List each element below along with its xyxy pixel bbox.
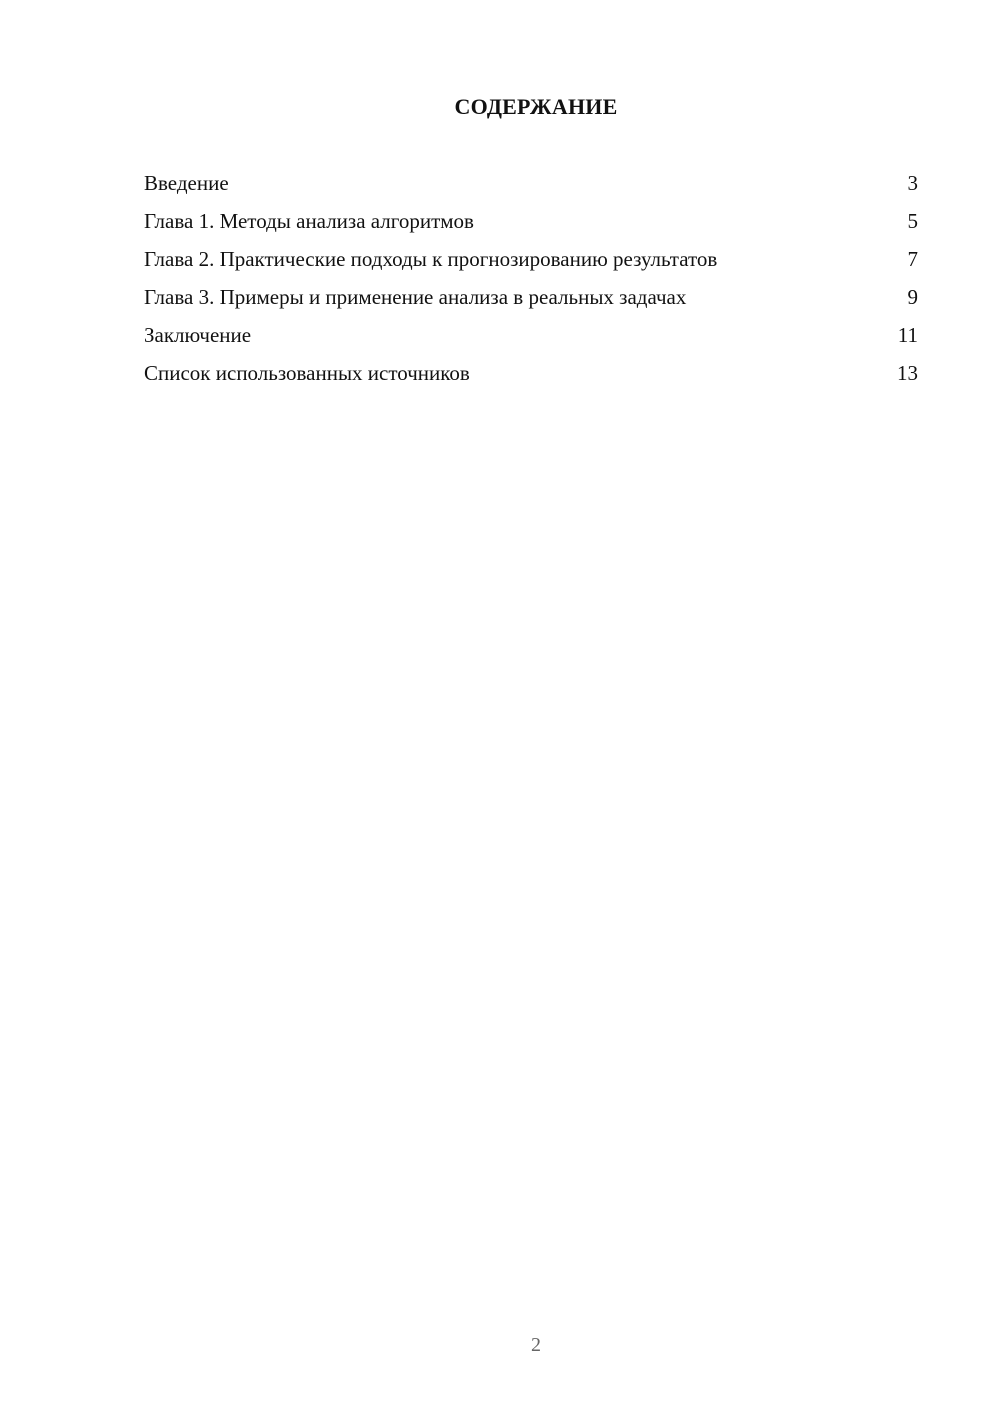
toc-entry-chapter-2 [144,246,918,272]
toc-entry-introduction [144,170,918,196]
page-title: СОДЕРЖАНИЕ [454,94,618,119]
toc-entry-title: Введение [144,171,229,195]
toc-entry-page: 9 [907,285,918,309]
toc-entry-chapter-1 [144,208,918,234]
toc-entry-page: 11 [897,323,918,347]
toc-entry-page: 13 [897,361,918,385]
toc-entry-page: 7 [907,247,918,271]
toc-entry-title: Глава 2. Практические подходы к прогнозированию результатов [144,247,718,271]
toc-entry-chapter-3 [144,284,918,310]
table-of-contents [144,170,918,398]
toc-entry-title: Заключение [144,323,252,347]
toc-entry-title: Список использованных источников [144,361,470,385]
toc-entry-references [144,360,918,386]
toc-entry-page: 5 [907,209,918,233]
toc-entry-page: 3 [907,171,918,195]
toc-entry-conclusion [144,322,918,348]
toc-entry-title: Глава 3. Примеры и применение анализа в реальных задачах [144,285,687,309]
toc-entry-title: Глава 1. Методы анализа алгоритмов [144,209,474,233]
page-number: 2 [531,1334,541,1356]
